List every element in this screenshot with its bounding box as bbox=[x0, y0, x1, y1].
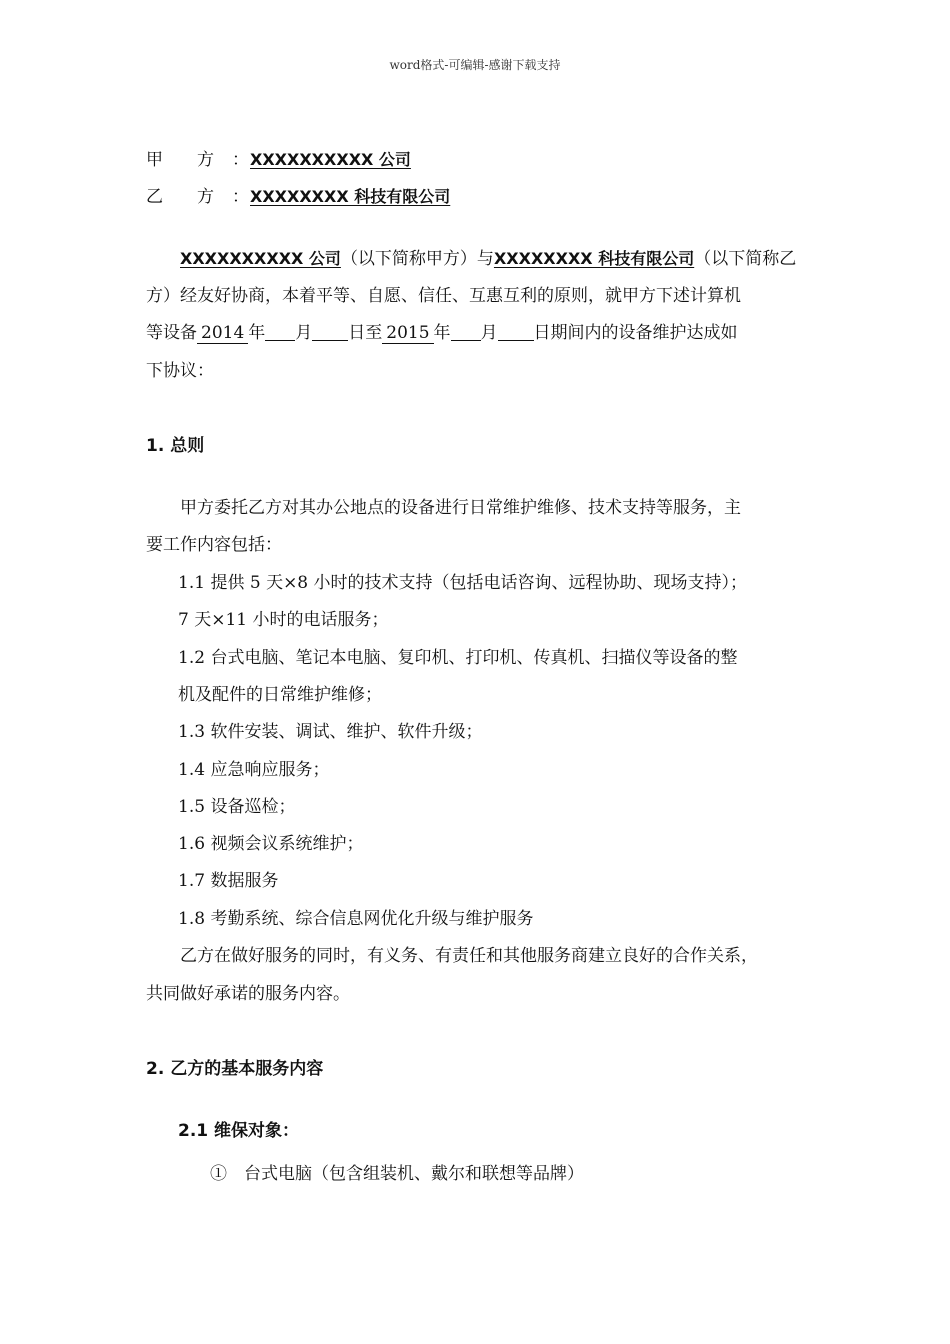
year-label-1: 年 bbox=[248, 323, 266, 343]
start-day-blank bbox=[312, 322, 348, 341]
party-a-label: 甲 方 bbox=[146, 150, 214, 170]
start-month-blank bbox=[265, 322, 295, 341]
end-day-blank bbox=[498, 322, 534, 341]
section-1-item: 1.5 设备巡检； bbox=[178, 797, 296, 817]
intro-line-2: 方）经友好协商，本着平等、自愿、信任、互惠互利的原则，就甲方下述计算机 bbox=[146, 286, 741, 306]
intro-line3-pre: 等设备 bbox=[146, 323, 197, 343]
section-1-item: 1.2 台式电脑、笔记本电脑、复印机、打印机、传真机、扫描仪等设备的整 bbox=[178, 648, 738, 668]
section-1-title: 1. 总则 bbox=[146, 436, 205, 456]
party-a-value: XXXXXXXXXX 公司 bbox=[250, 150, 411, 169]
start-year: 2014 bbox=[197, 323, 248, 344]
month-label-1: 月 bbox=[295, 323, 313, 343]
intro-party-b: XXXXXXXX 科技有限公司 bbox=[493, 249, 695, 268]
party-b-line bbox=[146, 182, 462, 207]
section-1-item: 1.6 视频会议系统维护； bbox=[178, 834, 364, 854]
section-1-para-line-2: 要工作内容包括： bbox=[146, 535, 282, 555]
intro-line3-post: 日期间内的设备维护达成如 bbox=[533, 323, 738, 343]
page-header: word格式-可编辑-感谢下载支持 bbox=[389, 58, 561, 72]
section-1-item: 1.4 应急响应服务； bbox=[178, 760, 330, 780]
section-1-item: 1.8 考勤系统、综合信息网优化升级与维护服务 bbox=[178, 909, 534, 929]
party-a-line bbox=[146, 145, 423, 170]
party-b-value: XXXXXXXX 科技有限公司 bbox=[250, 187, 451, 206]
section-1-item: 1.3 软件安装、调试、维护、软件升级； bbox=[178, 722, 483, 742]
day-to-label: 日至 bbox=[348, 323, 383, 343]
month-label-2: 月 bbox=[480, 323, 498, 343]
party-b-colon: ： bbox=[232, 187, 249, 207]
section-1-closing-line-1: 乙方在做好服务的同时，有义务、有责任和其他服务商建立良好的合作关系， bbox=[180, 946, 758, 966]
section-1-item: 1.7 数据服务 bbox=[178, 871, 279, 891]
intro-seg1: （以下简称甲方）与 bbox=[340, 249, 494, 269]
end-month-blank bbox=[451, 322, 481, 341]
intro-seg2: （以下简称乙 bbox=[694, 249, 797, 269]
section-2-title: 2. 乙方的基本服务内容 bbox=[146, 1059, 324, 1079]
section-1-item: 机及配件的日常维护维修； bbox=[178, 685, 382, 705]
end-year: 2015 bbox=[382, 323, 433, 344]
section-1-item: 7 天×11 小时的电话服务； bbox=[178, 610, 389, 630]
section-1-para-line-1: 甲方委托乙方对其办公地点的设备进行日常维护维修、技术支持等服务，主 bbox=[180, 498, 741, 518]
intro-line-3 bbox=[146, 318, 738, 344]
section-1-item: 1.1 提供 5 天×8 小时的技术支持（包括电话咨询、远程协助、现场支持）； bbox=[178, 573, 748, 593]
section-2-1-item-1: ① 台式电脑（包含组装机、戴尔和联想等品牌） bbox=[210, 1164, 584, 1184]
intro-line-4: 下协议： bbox=[146, 361, 214, 381]
intro-line-1 bbox=[180, 244, 796, 269]
party-b-label: 乙 方 bbox=[146, 187, 214, 207]
section-2-1-title: 2.1 维保对象： bbox=[178, 1121, 300, 1141]
party-a-colon: ： bbox=[232, 150, 249, 170]
section-1-closing-line-2: 共同做好承诺的服务内容。 bbox=[146, 984, 350, 1004]
year-label-2: 年 bbox=[433, 323, 451, 343]
intro-party-a: XXXXXXXXXX 公司 bbox=[180, 249, 341, 268]
